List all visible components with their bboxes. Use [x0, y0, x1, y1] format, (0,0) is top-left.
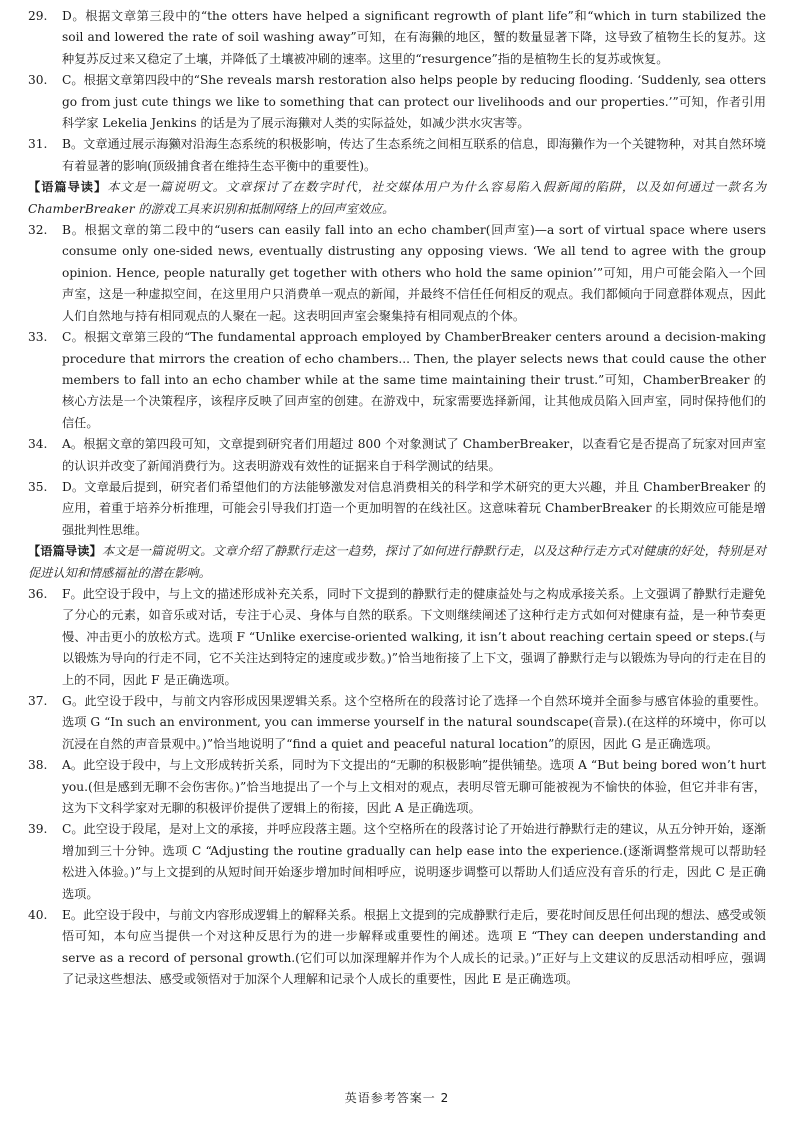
guide-text: 本文是一篇说明文。文章介绍了静默行走这一趋势，探讨了如何进行静默行走，以及这种行走方式对健康的好处，特别是对促进认知和情感福祉的潜在影响。: [28, 544, 767, 580]
answer-number: 34.: [28, 437, 48, 452]
answer-text: B。根据文章的第二段中的“users can easily fall into an echo chamber(回声室)—a sort of virtual space where users consume only one-sided news, eventually distrusting any opposing views. ‘We all tend to agree with the group opinion. Hence, people naturally get together with others who hold the same opinion’”可知，用户可能会陷入一个回声室，这是一种虚拟空间，在这里用户只消费单一观点的新闻，并最终不信任任何相反的观点。我们都倾向于同意群体观点，因此人们自然地与持有相同观点的人聚在一起。这表明回声室会聚集持有相同观点的个体。: [62, 223, 766, 323]
answer-number: 40.: [28, 908, 48, 923]
answer-number: 37.: [28, 694, 48, 708]
answer-text: D。根据文章第三段中的“the otters have helped a significant regrowth of plant life”和“which in turn stabilized the soil and lowered the rate of soil washing away”可知，在有海獭的地区，蟹的数量显著下降，这导致了植物生长的复苏。这种复苏反过来又稳定了土壤，并降低了土壤被冲刷的速率。这里的“resurgence”指的是植物生长的复苏或恢复。: [62, 9, 766, 66]
answer-text: A。根据文章的第四段可知，文章提到研究者们用超过 800 个对象测试了 ChamberBreaker，以查看它是否提高了玩家对回声室的认识并改变了新闻消费行为。这表明游戏有效性的证据来自于科学测试的结果。: [62, 437, 766, 473]
answer-number: 30.: [28, 73, 48, 88]
answer-number: 31.: [28, 137, 48, 152]
answer-text: A。此空设于段中，与上文形成转折关系，同时为下文提出的“无聊的积极影响”提供铺垫。选项 A “But being bored won’t hurt you.(但是感到无聊不会伤害你。)”恰当地提出了一个与上文相对的观点，表明尽管无聊可能被视为不愉快的体验，但它并非有害，这为下文科学家对无聊的积极评价提供了逻辑上的衔接，因此 A 是正确选项。: [62, 758, 766, 816]
answer-number: 38.: [28, 758, 48, 773]
answer-number: 36.: [28, 586, 48, 601]
answer-29: [28, 6, 766, 70]
answer-40: [28, 905, 766, 991]
answer-34: [28, 434, 766, 477]
guide-tag: 【语篇导读】: [28, 180, 108, 195]
answer-32: [28, 220, 766, 327]
page-footer: 英语参考答案一 2: [344, 1091, 450, 1105]
answer-number: 32.: [28, 223, 48, 238]
answer-text: G。此空设于段中，与前文内容形成因果逻辑关系。这个空格所在的段落讨论了选择一个自然环境并全面参与感官体验的重要性。选项 G “In such an environment, you can immerse yourself in the natural soundscape(音景).(在这样的环境中，你可以沉浸在自然的声音景观中。)”恰当地说明了“find a quiet and peaceful natural location”的原因，因此 G 是正确选项。: [62, 694, 766, 751]
answer-30: [28, 70, 766, 134]
answer-31: [28, 134, 766, 177]
reading-guide-2: [28, 541, 766, 584]
answer-text: C。根据文章第四段中的“She reveals marsh restoration also helps people by reducing flooding. ‘Suddenly, sea otters go from just cute things we like to something that can protect our livelihoods and our properties.’”可知，作者引用科学家 Lekelia Jenkins 的话是为了展示海獭对人类的实际益处，如减少洪水灾害等。: [62, 73, 766, 131]
answer-33: [28, 327, 766, 434]
guide-text: 本文是一篇说明文。文章探讨了在数字时代，社交媒体用户为什么容易陷入假新闻的陷阱，以及如何通过一款名为 ChamberBreaker 的游戏工具来识别和抵制网络上的回声室效应。: [28, 180, 767, 216]
answer-38: [28, 755, 766, 819]
answer-number: 39.: [28, 822, 48, 837]
answer-text: B。文章通过展示海獭对沿海生态系统的积极影响，传达了生态系统之间相互联系的信息，即海獭作为一个关键物种，对其自然环境有着显著的影响(顶级捕食者在维持生态平衡中的重要性)。: [62, 137, 766, 173]
answer-number: 29.: [28, 9, 48, 23]
answer-number: 35.: [28, 479, 48, 494]
answer-number: 33.: [28, 330, 48, 345]
answer-35: [28, 477, 766, 541]
reading-guide-1: [28, 177, 766, 220]
answer-text: C。此空设于段尾，是对上文的承接，并呼应段落主题。这个空格所在的段落讨论了开始进行静默行走的建议，从五分钟开始，逐渐增加到三十分钟。选项 C “Adjusting the routine gradually can help ease into the experience.(逐渐调整常规可以帮助轻松进入体验。)”与上文提到的从短时间开始逐步增加时间相呼应，说明逐步调整可以帮助人们适应没有音乐的行走，因此 C 是正确选项。: [62, 822, 767, 901]
answer-text: C。根据文章第三段的“The fundamental approach employed by ChamberBreaker centers around a decision-making procedure that mirrors the creation of echo chambers... Then, the player selects news that could cause the other members to fall into an echo chamber while at the same time maintaining their trust.”可知，ChamberBreaker 的核心方法是一个决策程序，该程序反映了回声室的创建。在游戏中，玩家需要选择新闻，让其他成员陷入回声室，同时保持他们的信任。: [62, 330, 766, 430]
answer-text: F。此空设于段中，与上文的描述形成补充关系，同时下文提到的静默行走的健康益处与之构成承接关系。上文强调了静默行走避免了分心的元素，如音乐或对话，专注于心灵、身体与自然的联系。下文则继续阐述了这种行走方式如何对健康有益，是一种节奏更慢、冲击更小的放松方式。选项 F “Unlike exercise-oriented walking, it isn’t about reaching certain speed or steps.(与以锻炼为导向的行走不同，它不关注达到特定的速度或步数。)”恰当地衔接了上下文，强调了静默行走与以锻炼为导向的行走在目的上的不同，因此 F 是正确选项。: [62, 586, 766, 687]
answer-text: D。文章最后提到，研究者们希望他们的方法能够激发对信息消费相关的科学和学术研究的更大兴趣，并且 ChamberBreaker 的应用，着重于培养分析推理，可能会引导我们打造一个更加明智的在线社区。这意味着玩 ChamberBreaker 的长期效应可能是增强批判性思维。: [62, 479, 766, 537]
answer-text: E。此空设于段中，与前文内容形成逻辑上的解释关系。根据上文提到的完成静默行走后，要花时间反思任何出现的想法、感受或领悟可知，本句应当提供一个对这种反思行为的进一步解释或重要性的阐述。选项 E “They can deepen understanding and serve as a record of personal growth.(它们可以加深理解并作为个人成长的记录。)”正好与上文建议的反思活动相呼应，强调了记录这些想法、感受或领悟对于加深个人理解和记录个人成长的重要性，因此 E 是正确选项。: [62, 908, 766, 987]
answer-39: [28, 819, 766, 905]
answer-36: [28, 584, 766, 691]
answer-37: [28, 691, 766, 755]
guide-tag: 【语篇导读】: [28, 544, 102, 559]
